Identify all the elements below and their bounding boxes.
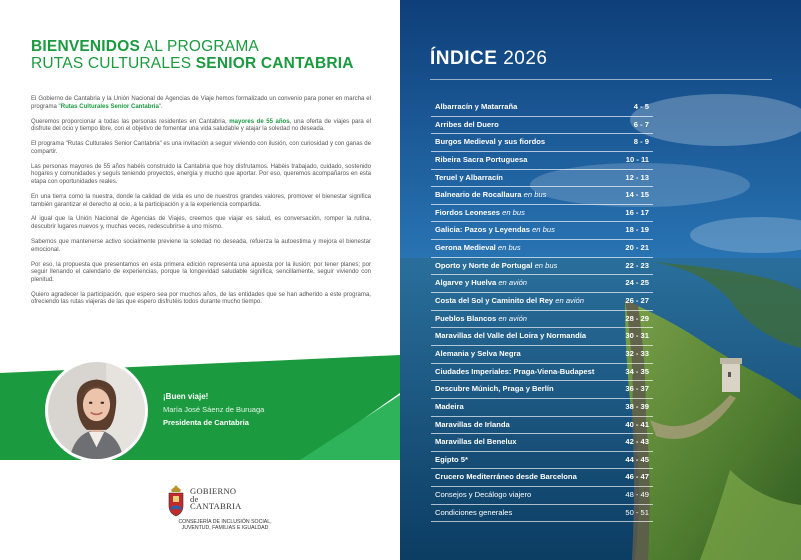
welcome-heading — [31, 38, 371, 72]
toc-item-title: Teruel y Albarracín — [435, 172, 503, 182]
toc-item[interactable] — [431, 346, 653, 364]
heading-word-program: AL PROGRAMA — [143, 38, 259, 55]
welcome-page — [0, 0, 400, 560]
toc-item[interactable] — [431, 205, 653, 223]
toc-item[interactable] — [431, 434, 653, 452]
toc-item-title: Maravillas de Irlanda — [435, 419, 510, 429]
toc-item[interactable] — [431, 222, 653, 240]
signoff-name: María José Sáenz de Buruaga — [163, 405, 265, 414]
toc-item[interactable] — [431, 240, 653, 258]
toc-item-title: Condiciones generales — [435, 507, 513, 517]
heading-word-welcome: BIENVENIDOS — [31, 38, 140, 55]
index-title-word: ÍNDICE — [430, 48, 498, 69]
toc-item[interactable] — [431, 487, 653, 505]
toc-item-title: Arribes del Duero — [435, 119, 499, 129]
toc-item-title: Albarracín y Matarraña — [435, 102, 518, 111]
welcome-letter — [31, 96, 371, 314]
coat-of-arms-icon — [166, 482, 186, 518]
toc-item[interactable] — [431, 469, 653, 487]
toc-item[interactable] — [431, 170, 653, 188]
toc-item-pages: 22 - 23 — [625, 260, 649, 270]
toc-item-pages: 38 - 39 — [625, 401, 649, 411]
toc-item[interactable] — [431, 328, 653, 346]
toc-item-pages: 30 - 31 — [625, 331, 649, 341]
paragraph-2: Queremos proporcionar a todas las personas residentes en Cantabria, mayores de 55 años, una oferta de viajes para el disfrute del ocio y tiempo libre, con el objetivo de fomentar una vida saludable y atajar la soledad no deseada. — [31, 118, 371, 133]
toc-item-title: Ciudades Imperiales: Praga-Viena-Budapest — [435, 366, 595, 376]
toc-item-transport: en bus — [500, 207, 525, 217]
toc-item-title: Fiordos Leoneses en bus — [435, 207, 525, 217]
toc-item-transport: en bus — [521, 190, 547, 200]
toc-item[interactable] — [431, 275, 653, 293]
toc-item-pages: 4 - 5 — [633, 102, 649, 111]
toc-item-pages: 12 - 13 — [625, 172, 649, 182]
index-year: 2026 — [503, 48, 548, 69]
toc-item[interactable] — [431, 364, 653, 382]
gov-name-line-2: de — [190, 493, 199, 504]
toc-item-title: Balneario de Rocallaura en bus — [435, 190, 547, 200]
heading-word-senior: SENIOR CANTABRIA — [195, 55, 354, 72]
gov-department-line-2: JUVENTUD, FAMILIAS E IGUALDAD — [181, 525, 269, 532]
table-of-contents — [431, 99, 653, 522]
gov-name-line-3: CANTABRIA — [190, 501, 242, 512]
paragraph-6: Al igual que la Unión Nacional de Agencias de Viajes, creemos que viajar es salud, es conversación, romper la rutina, descubrir lugares nuevos y, muchas veces, redescubrirse a uno mismo. — [31, 216, 371, 231]
toc-item-pages: 46 - 47 — [625, 472, 649, 482]
toc-item[interactable] — [431, 117, 653, 135]
paragraph-3: El programa "Rutas Culturales Senior Cantabria" es una invitación a seguir viviendo con ilusión, con curiosidad y con ganas de compartir. — [31, 141, 371, 155]
toc-item-pages: 40 - 41 — [625, 419, 649, 429]
president-portrait — [45, 359, 148, 462]
toc-item[interactable] — [431, 152, 653, 170]
toc-item-pages: 44 - 45 — [625, 454, 649, 464]
gov-name-line-1: GOBIERNO — [190, 486, 237, 496]
toc-item-pages: 42 - 43 — [625, 437, 649, 447]
toc-item-title: Madeira — [435, 401, 464, 411]
toc-item-pages: 50 - 51 — [625, 507, 649, 517]
toc-item[interactable] — [431, 381, 653, 399]
paragraph-8: Por eso, la propuesta que presentamos en esta primera edición representa una apuesta por la ilusión; por tener planes; por seguir llenando el calendario de experiencias, porque la longevidad saludable significa, sencillamente, seguir viviendo con plenitud. — [31, 261, 371, 283]
toc-item[interactable] — [431, 399, 653, 417]
toc-item-title: Egipto 5* — [435, 454, 468, 464]
heading-word-routes: RUTAS CULTURALES — [31, 55, 192, 72]
toc-item-transport: en avión — [496, 313, 528, 323]
toc-item[interactable] — [431, 505, 653, 523]
toc-item-pages: 36 - 37 — [625, 384, 649, 394]
toc-item-transport: en avión — [496, 278, 528, 288]
toc-item-title: Costa del Sol y Caminito del Rey en avión — [435, 296, 584, 306]
toc-item-pages: 18 - 19 — [625, 225, 649, 235]
toc-item-pages: 24 - 25 — [625, 278, 649, 288]
toc-item-title: Crucero Mediterráneo desde Barcelona — [435, 472, 577, 482]
toc-item-transport: en bus — [532, 260, 558, 270]
toc-item-title: Alemania y Selva Negra — [435, 348, 521, 358]
toc-item-title: Algarve y Huelva en avión — [435, 278, 528, 288]
toc-item-title: Maravillas del Benelux — [435, 437, 517, 447]
signoff-role: Presidenta de Cantabria — [163, 418, 249, 427]
toc-item-pages: 6 - 7 — [633, 119, 649, 129]
toc-item[interactable] — [431, 311, 653, 329]
toc-item-transport: en bus — [529, 225, 555, 235]
toc-item-title: Ribeira Sacra Portuguesa — [435, 154, 528, 164]
gov-department-line-1: CONSEJERÍA DE INCLUSIÓN SOCIAL, — [178, 519, 272, 525]
toc-item[interactable] — [431, 187, 653, 205]
paragraph-5: En una tierra como la nuestra, donde la calidad de vida es uno de nuestros grandes valores, promover el bienestar significa también garantizar el derecho al ocio, a la participación y a la experiencia compartida. — [31, 193, 371, 208]
toc-item-pages: 16 - 17 — [625, 207, 649, 217]
toc-item[interactable] — [431, 293, 653, 311]
toc-item-pages: 14 - 15 — [625, 190, 649, 200]
toc-item-pages: 20 - 21 — [625, 243, 649, 253]
toc-item-pages: 10 - 11 — [625, 154, 649, 164]
age-highlight: mayores de 55 años — [229, 118, 290, 125]
toc-item[interactable] — [431, 134, 653, 152]
program-name-highlight: Rutas Culturales Senior Cantabria — [60, 103, 159, 110]
toc-item-title: Consejos y Decálogo viajero — [435, 490, 532, 500]
toc-item-title: Pueblos Blancos en avión — [435, 313, 528, 323]
toc-item[interactable] — [431, 99, 653, 117]
toc-item-title: Galicia: Pazos y Leyendas en bus — [435, 225, 555, 235]
signoff-block — [163, 392, 383, 427]
toc-item-transport: en avión — [553, 296, 584, 306]
paragraph-7: Sabemos que mantenerse activo socialmente previene la soledad no deseada, refuerza la autoestima y mejora el bienestar emocional. — [31, 239, 371, 253]
toc-item-title: Gerona Medieval en bus — [435, 243, 521, 253]
toc-item-title: Descubre Múnich, Praga y Berlín — [435, 384, 554, 394]
toc-item-pages: 34 - 35 — [625, 366, 649, 376]
signoff-greeting: ¡Buen viaje! — [163, 392, 209, 401]
toc-item[interactable] — [431, 452, 653, 470]
toc-item-pages: 48 - 49 — [625, 490, 649, 500]
paragraph-1: El Gobierno de Cantabria y la Unión Nacional de Agencias de Viaje hemos formalizado un convenio para poner en marcha el programa "Rutas Culturales Senior Cantabria". — [31, 96, 371, 110]
toc-item-pages: 8 - 9 — [633, 137, 649, 147]
title-divider — [430, 79, 772, 80]
gobierno-cantabria-logo — [150, 482, 300, 532]
toc-item-pages: 28 - 29 — [625, 313, 649, 323]
paragraph-9: Quiero agradecer la participación, que espero sea por muchos años, de las entidades que se han adherido a este programa, ofreciendo las rutas viajeras de las que espero disfrutéis todos durante mucho tiempo. — [31, 291, 371, 306]
toc-item-title: Maravillas del Valle del Loira y Normandía — [435, 331, 587, 341]
toc-item-pages: 32 - 33 — [625, 348, 649, 358]
toc-item-title: Oporto y Norte de Portugal en bus — [435, 260, 558, 270]
toc-item-title: Burgos Medieval y sus fiordos — [435, 137, 546, 147]
index-page — [400, 0, 801, 560]
toc-item-pages: 26 - 27 — [625, 296, 649, 306]
paragraph-4: Las personas mayores de 55 años habéis construido la Cantabria que hoy disfrutamos. Habéis trabajado, cuidado, sostenido hogares y comunidades y seguís teniendo proyectos, energía y mucho que aportar. Por eso, queremos acompañaros en esta etapa con oportunidades reales. — [31, 163, 371, 185]
toc-item[interactable] — [431, 258, 653, 276]
toc-item[interactable] — [431, 417, 653, 435]
index-title — [430, 48, 547, 70]
toc-item-transport: en bus — [495, 243, 521, 253]
